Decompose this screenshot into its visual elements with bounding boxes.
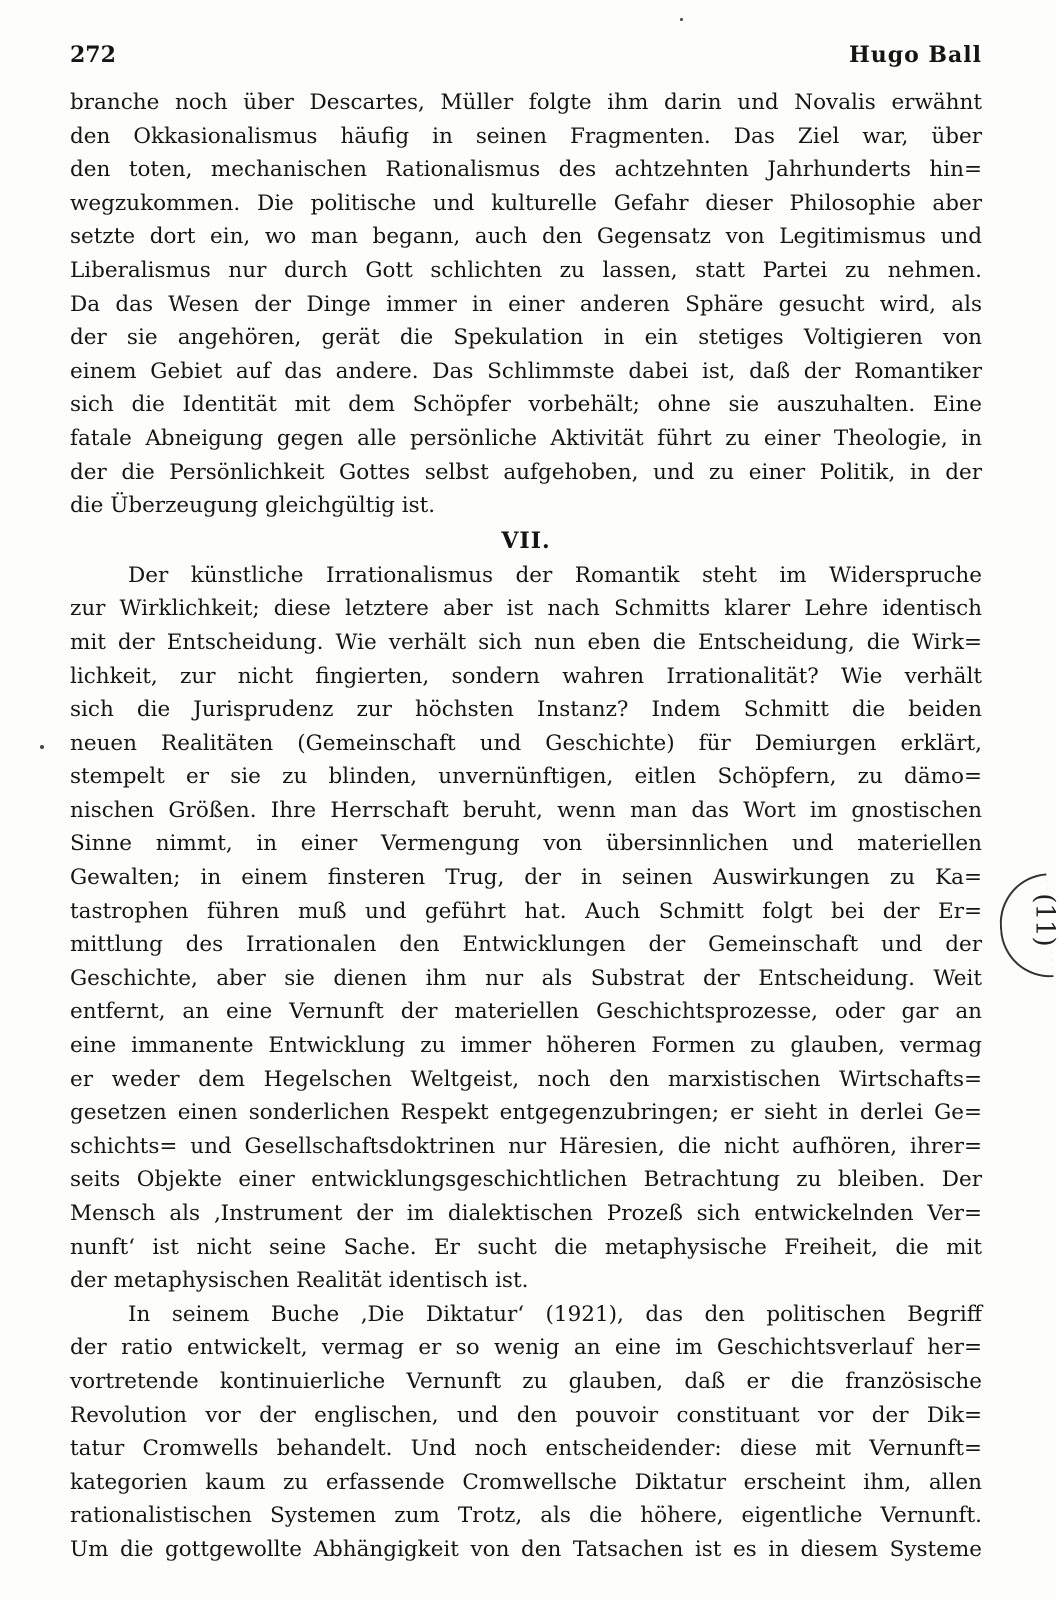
text-line: die Überzeugung gleichgültig ist. [70, 493, 436, 519]
text-line: nunft‘ ist nicht seine Sache. Er sucht die metaphysische Freiheit, die mit [70, 1234, 982, 1260]
text-line: entfernt, an eine Vernunft der materiellen Geschichtsprozesse, oder gar an [70, 999, 982, 1025]
text-line: wegzukommen. Die politische und kulturelle Gefahr dieser Philosophie aber [70, 190, 982, 216]
paragraph-1 [70, 86, 982, 523]
text-line: zur Wirklichkeit; diese letztere aber ist nach Schmitts klarer Lehre identisch [70, 596, 982, 622]
text-line: einem Gebiet auf das andere. Das Schlimmste dabei ist, daß der Romantiker [70, 358, 982, 384]
text-line: sich die Jurisprudenz zur höchsten Instanz? Indem Schmitt die beiden [70, 697, 982, 723]
paragraph-2 [70, 559, 982, 1298]
text-line: Geschichte, aber sie dienen ihm nur als Substrat der Entscheidung. Weit [70, 965, 982, 991]
text-line: Gewalten; in einem finsteren Trug, der in seinen Auswirkungen zu Ka= [70, 865, 982, 891]
paragraph-3 [70, 1298, 982, 1567]
section-heading: VII. [501, 527, 551, 554]
text-line: stempelt er sie zu blinden, unvernünftigen, eitlen Schöpfern, zu dämo= [70, 764, 982, 790]
text-line: Der künstliche Irrationalismus der Romantik steht im Widerspruche [128, 562, 982, 588]
page-number: 272 [70, 42, 116, 68]
text-line: Da das Wesen der Dinge immer in einer anderen Sphäre gesucht wird, als [70, 291, 982, 317]
text-line: kategorien kaum zu erfassende Cromwellsche Diktatur erscheint ihm, allen [70, 1469, 982, 1495]
text-line: lichkeit, zur nicht fingierten, sondern wahren Irrationalität? Wie verhält [70, 663, 982, 689]
margin-annotation: (11) [1029, 893, 1060, 947]
text-line: er weder dem Hegelschen Weltgeist, noch den marxistischen Wirtschafts= [70, 1066, 982, 1092]
text-line: der sie angehören, gerät die Spekulation in ein stetiges Voltigieren von [70, 325, 982, 351]
text-line: neuen Realitäten (Gemeinschaft und Geschichte) für Demiurgen erklärt, [70, 730, 982, 756]
text-line: mit der Entscheidung. Wie verhält sich nun eben die Entscheidung, die Wirk= [70, 629, 982, 655]
text-line: vortretende kontinuierliche Vernunft zu glauben, daß er die französische [70, 1368, 982, 1394]
text-line: mittlung des Irrationalen den Entwicklungen der Gemeinschaft und der [70, 932, 982, 958]
text-line: setzte dort ein, wo man begann, auch den Gegensatz von Legitimismus und [70, 224, 982, 250]
text-line: den Okkasionalismus häufig in seinen Fragmenten. Das Ziel war, über [70, 123, 982, 149]
text-line: Mensch als ‚Instrument der im dialektischen Prozeß sich entwickelnden Ver= [70, 1201, 982, 1226]
text-line: Liberalismus nur durch Gott schlichten zu lassen, statt Partei zu nehmen. [70, 257, 982, 283]
print-speck [680, 18, 683, 21]
text-line: Revolution vor der englischen, und den pouvoir constituant vor der Dik= [70, 1402, 982, 1428]
text-line: eine immanente Entwicklung zu immer höheren Formen zu glauben, vermag [70, 1033, 982, 1059]
text-line: Sinne nimmt, in einer Vermengung von übersinnlichen und materiellen [70, 831, 982, 857]
body-text [70, 86, 982, 1567]
text-line: tatur Cromwells behandelt. Und noch entscheidender: diese mit Vernunft= [70, 1436, 982, 1462]
text-line: sich die Identität mit dem Schöpfer vorbehält; ohne sie auszuhalten. Eine [70, 392, 982, 418]
text-line: tastrophen führen muß und geführt hat. Auch Schmitt folgt bei der Er= [70, 898, 982, 924]
text-line: den toten, mechanischen Rationalismus des achtzehnten Jahrhunderts hin= [70, 157, 982, 183]
text-line: branche noch über Descartes, Müller folgte ihm darin und Novalis erwähnt [70, 90, 982, 115]
text-line: schichts= und Gesellschaftsdoktrinen nur Häresien, die nicht aufhören, ihrer= [70, 1133, 982, 1159]
text-line: In seinem Buche ‚Die Diktatur‘ (1921), das den politischen Begriff [128, 1301, 982, 1327]
text-line: fatale Abneigung gegen alle persönliche Aktivität führt zu einer Theologie, in [70, 425, 982, 451]
text-line: der ratio entwickelt, vermag er so wenig an eine im Geschichtsverlauf her= [70, 1335, 982, 1361]
text-line: nischen Größen. Ihre Herrschaft beruht, wenn man das Wort im gnostischen [70, 797, 982, 823]
text-line: Um die gottgewollte Abhängigkeit von den Tatsachen ist es in diesem Systeme [70, 1536, 982, 1562]
text-line: seits Objekte einer entwicklungsgeschichtlichen Betrachtung zu bleiben. Der [70, 1167, 982, 1193]
text-line: rationalistischen Systemen zum Trotz, als die höhere, eigentliche Vernunft. [70, 1503, 982, 1529]
running-head [70, 42, 982, 76]
text-line: der die Persönlichkeit Gottes selbst aufgehoben, und zu einer Politik, in der [70, 459, 982, 485]
text-line: gesetzen einen sonderlichen Respekt entgegenzubringen; er sieht in derlei Ge= [70, 1100, 982, 1126]
print-speck [40, 745, 44, 749]
text-line: der metaphysischen Realität identisch ist. [70, 1268, 529, 1294]
running-title: Hugo Ball [848, 42, 982, 68]
